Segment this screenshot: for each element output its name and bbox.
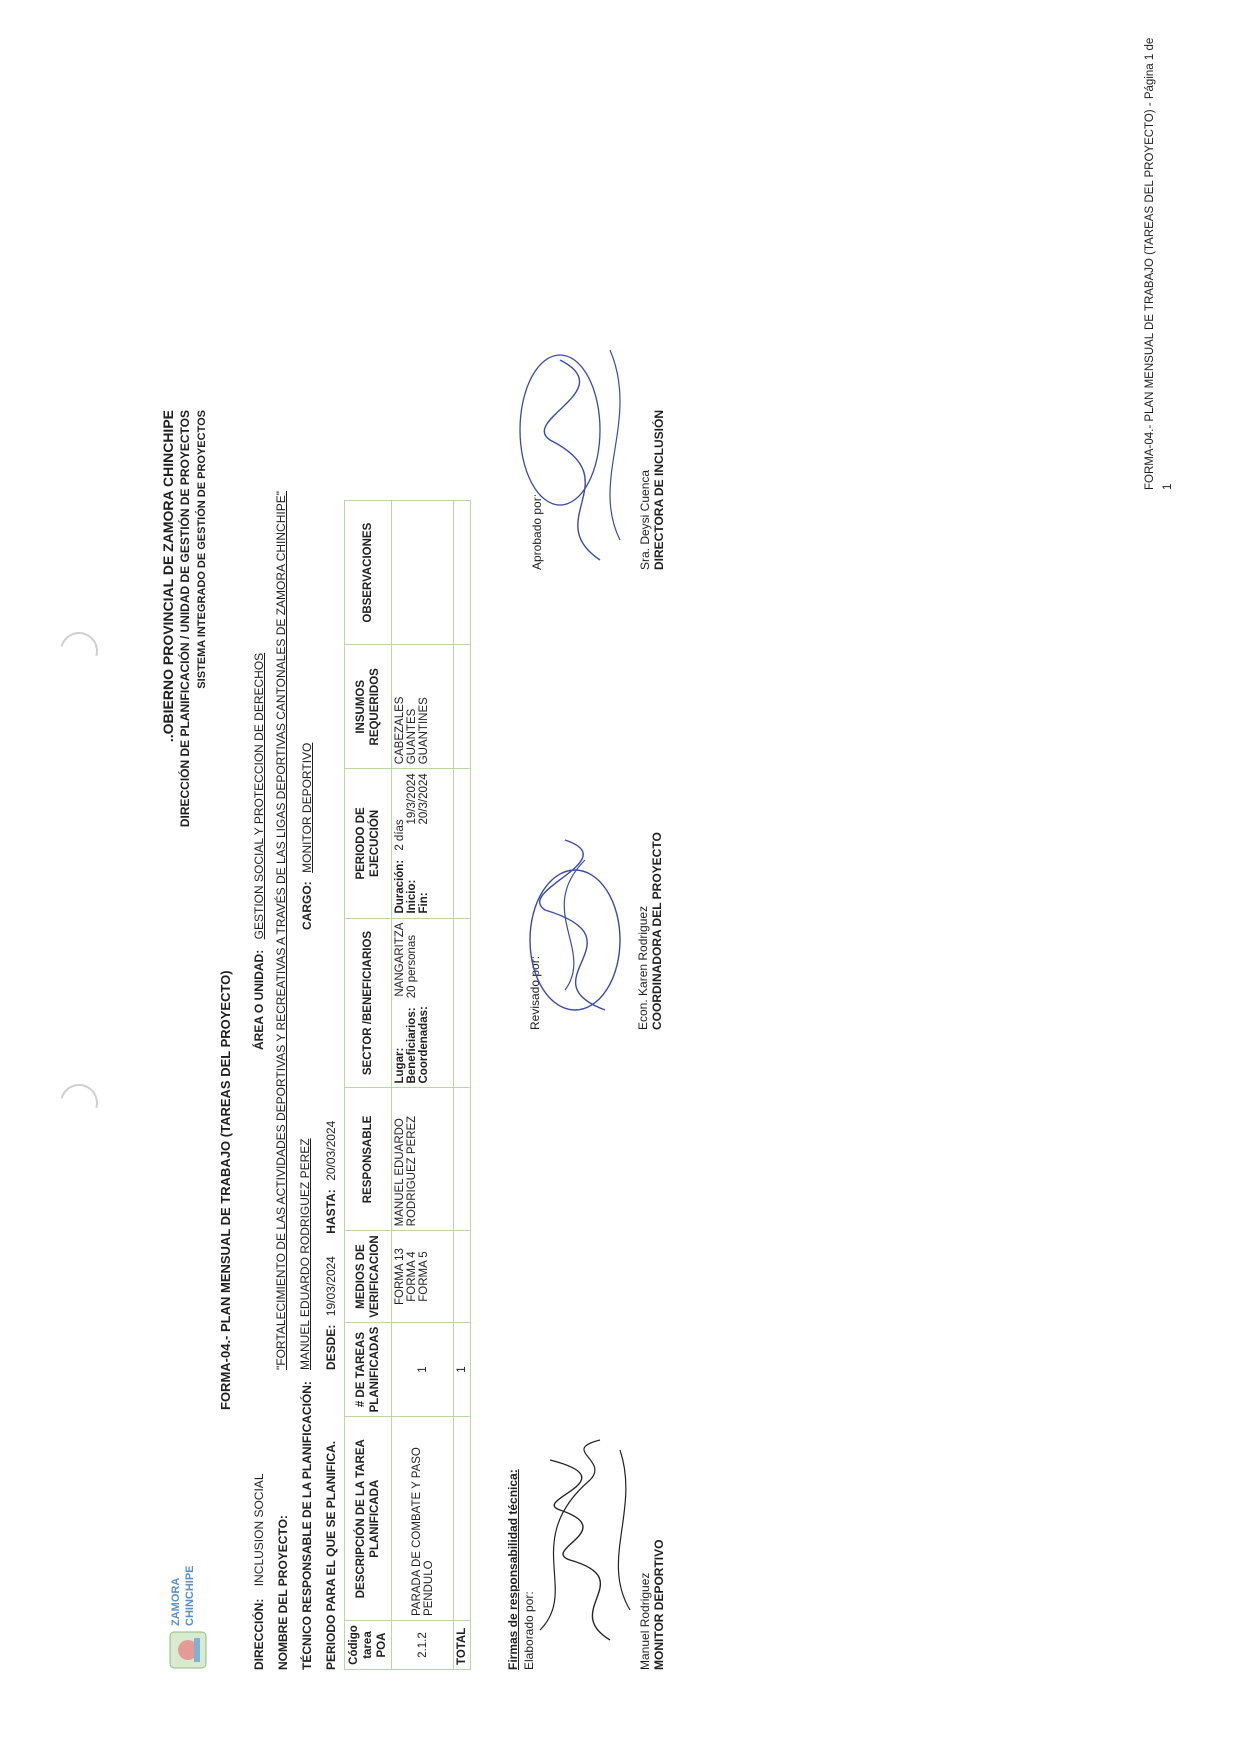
lugar-value: NANGARITZA (394, 922, 406, 997)
proyecto-label: NOMBRE DEL PROYECTO: (276, 1515, 290, 1670)
footer-text: FORMA-04.- PLAN MENSUAL DE TRABAJO (TAREAS DEL PROYECTO) - Página 1 de 1 (1144, 37, 1174, 490)
medio-1: FORMA 13 (394, 1248, 406, 1305)
header-sector: SECTOR /BENEFICIARIOS (345, 918, 392, 1088)
medio-2: FORMA 4 (406, 1251, 418, 1302)
header-responsable: RESPONSABLE (345, 1088, 392, 1231)
cell-responsable (392, 1088, 454, 1231)
cell-periodo (392, 769, 454, 918)
fin-label: Fin: (418, 892, 430, 914)
aprobado-label: Aprobado por: (530, 493, 544, 570)
binder-hole-bottom (53, 1077, 105, 1129)
cell-medios (392, 1231, 454, 1322)
coordenadas-label: Coordenadas: (418, 1006, 430, 1084)
total-empty-5 (454, 769, 471, 918)
desde-label: DESDE: (324, 1324, 338, 1370)
hasta-label: HASTA: (324, 1189, 338, 1234)
cell-descripcion: PARADA DE COMBATE Y PASO PENDULO (392, 1417, 454, 1621)
tasks-table (344, 500, 471, 1670)
medio-3: FORMA 5 (418, 1251, 430, 1302)
proyecto-value: "FORTALECIMIENTO DE LAS ACTIVIDADES DEPORTIVAS Y RECREATIVAS A TRAVÉS DE LAS LIGAS DEPORTIVAS CANTONALES DE ZAMORA CHINCHIPE" (274, 491, 288, 1370)
total-label: TOTAL (454, 1621, 471, 1670)
lugar-label: Lugar: (394, 1047, 406, 1084)
signature-elaborado-icon (500, 1430, 650, 1650)
header-system: SISTEMA INTEGRADO DE GESTIÓN DE PROYECTOS (196, 410, 208, 689)
duracion-value: 2 días (394, 819, 406, 851)
desde-value: 19/03/2024 (324, 1256, 338, 1317)
elaborado-role: MONITOR DEPORTIVO (652, 1539, 666, 1670)
tecnico-value: MANUEL EDUARDO RODRIGUEZ PEREZ (298, 1138, 312, 1370)
form-title: FORMA-04.- PLAN MENSUAL DE TRABAJO (TAREAS DEL PROYECTO) (218, 970, 233, 1410)
insumo-1: CABEZALES (394, 696, 406, 765)
table-header-row (345, 501, 392, 1670)
total-empty (454, 1417, 471, 1621)
fin-value: 20/3/2024 (418, 773, 430, 825)
signature-revisado-icon (505, 830, 655, 1030)
revisado-role: COORDINADORA DEL PROYECTO (650, 832, 664, 1030)
cell-codigo: 2.1.2 (392, 1621, 454, 1670)
cell-tareas: 1 (392, 1322, 454, 1417)
header-org: ..OBIERNO PROVINCIAL DE ZAMORA CHINCHIPE (160, 410, 176, 743)
duracion-label: Duración: (394, 859, 406, 914)
periodo-label: PERIODO PARA EL QUE SE PLANIFICA. (324, 1440, 338, 1670)
logo-text-1: ZAMORA (170, 1577, 182, 1626)
direccion-label: DIRECCIÓN: (252, 1598, 266, 1670)
aprobado-name: Sra. Deysi Cuenca (638, 469, 652, 570)
fechas-row (322, 1121, 340, 1370)
elaborado-label: Elaborado por: (522, 1591, 536, 1670)
document-page (160, 30, 680, 1670)
responsable-line-2: RODRIGUEZ PEREZ (406, 1115, 418, 1227)
header-descripcion: DESCRIPCIÓN DE LA TAREA PLANIFICADA (345, 1417, 392, 1621)
beneficiarios-value: 20 personas (406, 934, 418, 999)
insumo-2: GUANTES (406, 708, 418, 765)
header-direction: DIRECCIÓN DE PLANIFICACIÓN / UNIDAD DE GESTIÓN DE PROYECTOS (178, 410, 192, 828)
area-row (250, 653, 268, 1050)
logo (160, 1560, 220, 1670)
periodo-row (322, 1441, 340, 1670)
total-empty-6 (454, 645, 471, 769)
insumo-3: GUANTINES (418, 697, 430, 765)
responsable-line-1: MANUEL EDUARDO (394, 1118, 406, 1227)
cargo-value: MONITOR DEPORTIVO (300, 742, 314, 873)
signature-aprobado-icon (500, 340, 650, 580)
header-codigo: Código tarea POA (345, 1621, 392, 1670)
header-insumos: INSUMOS REQUERIDOS (345, 645, 392, 769)
area-label: ÁREA O UNIDAD: (252, 949, 266, 1050)
cargo-label: CARGO: (300, 881, 314, 930)
logo-text-2: CHINCHIPE (184, 1565, 196, 1626)
cargo-row (298, 743, 316, 930)
total-empty-7 (454, 501, 471, 645)
inicio-label: Inicio: (406, 879, 418, 914)
aprobado-role: DIRECTORA DE INCLUSIÓN (652, 409, 666, 570)
cell-insumos (392, 645, 454, 769)
binder-hole-top (53, 625, 105, 677)
header-observaciones: OBSERVACIONES (345, 501, 392, 645)
hasta-value: 20/03/2024 (324, 1120, 338, 1181)
total-empty-4 (454, 918, 471, 1088)
table-row (392, 501, 454, 1670)
proyecto-row (274, 1515, 292, 1670)
elaborado-name: Manuel Rodriguez (638, 1572, 652, 1670)
signatures-label: Firmas de responsabilidad técnica: (506, 1469, 520, 1670)
total-value: 1 (454, 1322, 471, 1417)
revisado-name: Econ. Karen Rodriguez (636, 905, 650, 1030)
tecnico-label: TÉCNICO RESPONSABLE DE LA PLANIFICACIÓN: (300, 1381, 314, 1670)
header-periodo: PERIODO DE EJECUCIÓN (345, 769, 392, 918)
header-medios: MEDIOS DE VERIFICACION (345, 1231, 392, 1322)
area-value: GESTION SOCIAL Y PROTECCION DE DERECHOS (252, 652, 266, 940)
total-empty-3 (454, 1088, 471, 1231)
direccion-value: INCLUSION SOCIAL (252, 1473, 266, 1587)
revisado-label: Revisado por: (528, 955, 542, 1030)
beneficiarios-label: Beneficiarios: (406, 1007, 418, 1084)
cell-sector (392, 918, 454, 1088)
direccion-row (250, 1474, 268, 1671)
page-footer (1140, 30, 1176, 490)
tecnico-row (298, 1381, 316, 1670)
header-tareas: # DE TAREAS PLANIFICADAS (345, 1322, 392, 1417)
inicio-value: 19/3/2024 (406, 773, 418, 825)
table-total-row (454, 501, 471, 1670)
cell-observaciones (392, 501, 454, 645)
logo-emblem-icon (168, 1630, 208, 1670)
total-empty-2 (454, 1231, 471, 1322)
